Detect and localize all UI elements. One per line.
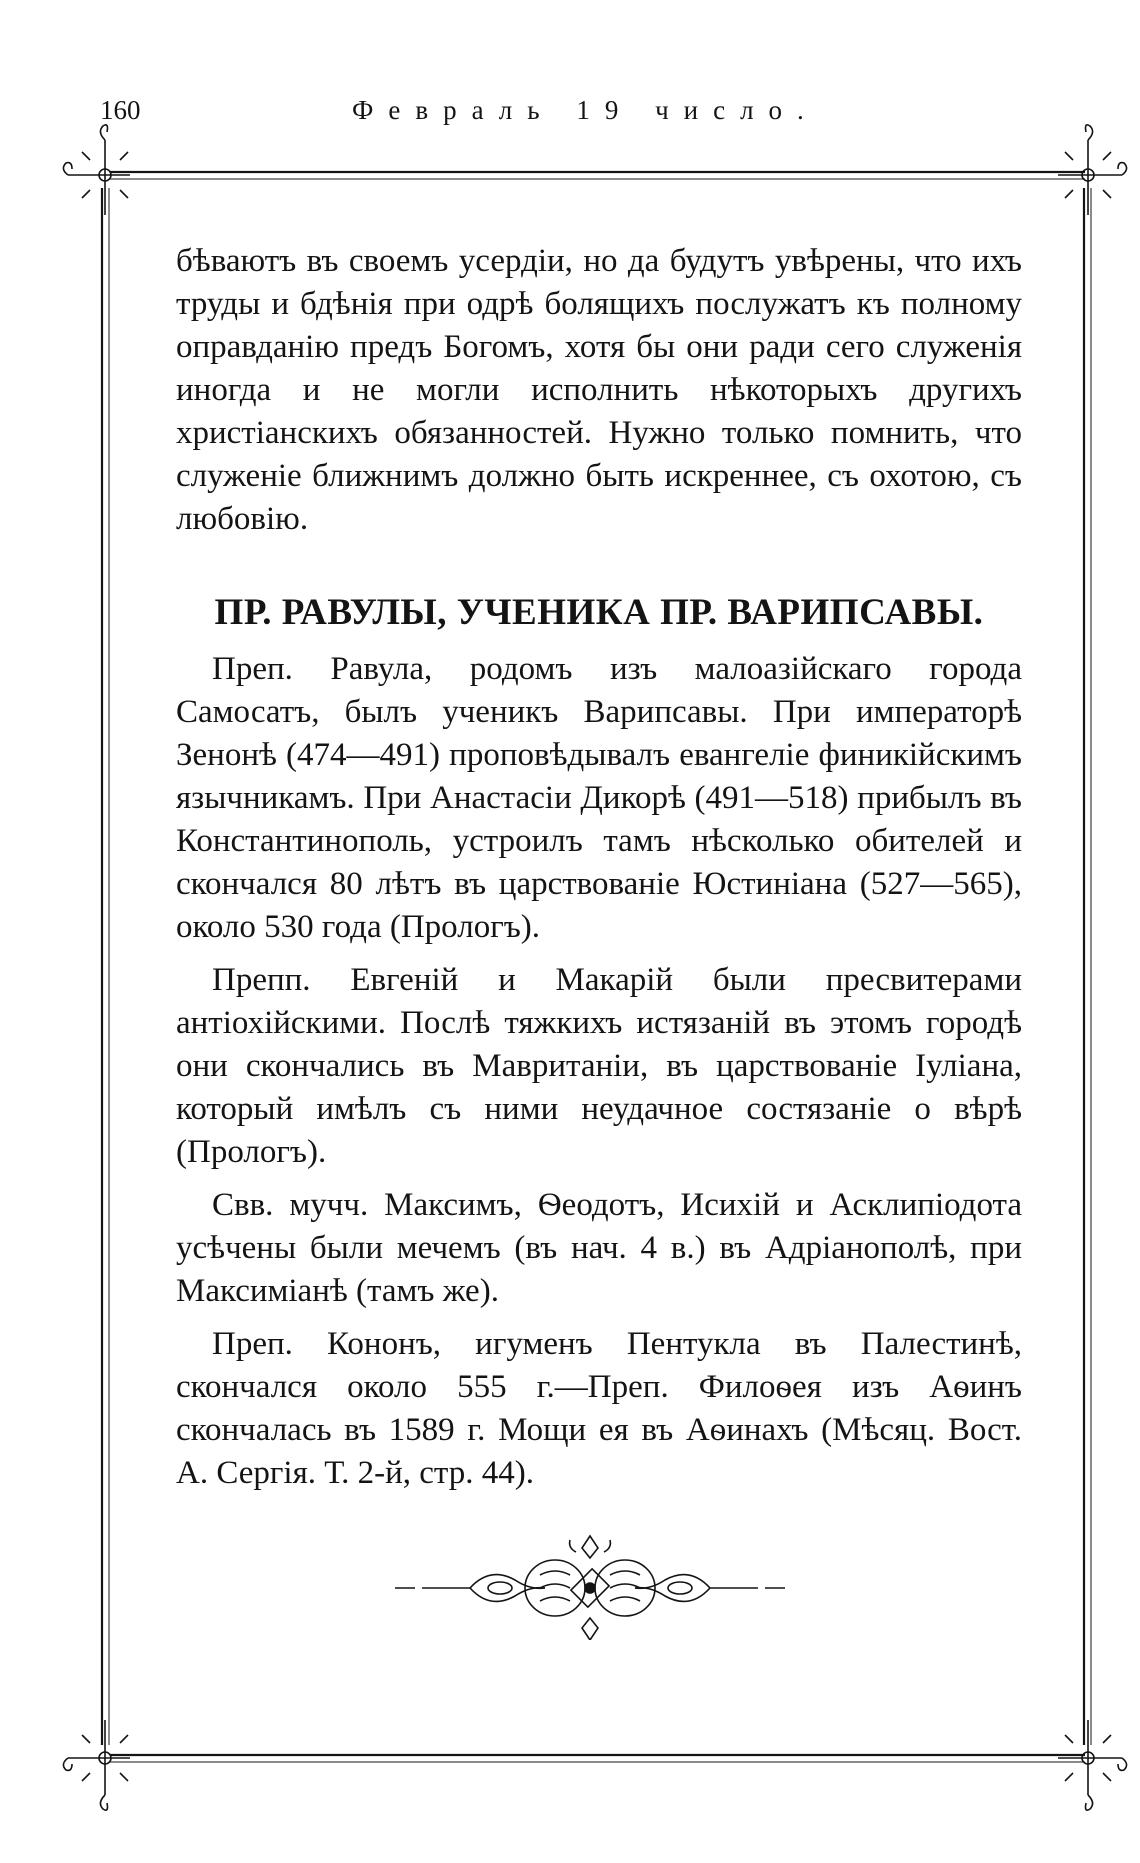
- fleuron-ornament: [390, 1530, 790, 1640]
- corner-ornament-bottom-right: [1058, 1720, 1127, 1810]
- paragraph-martyrs: Свв. мучч. Максимъ, Ѳеодотъ, Исихій и Асклипіодота усѣчены были мечемъ (въ нач. 4 в.) въ Адріанополѣ, при Максиміанѣ (тамъ же).: [176, 1187, 1022, 1309]
- main-text: [176, 240, 1022, 1505]
- corner-ornament-bottom-left: [63, 1720, 130, 1810]
- corner-ornament-top-left: [63, 125, 130, 215]
- paragraph-evgeniy-makariy: Препп. Евгеній и Макарій были пресвитерами антіохійскими. Послѣ тяжкихъ истязаній въ этомъ городѣ они скончались въ Мавританіи, въ царствованіе Іуліана, который имѣлъ съ ними неудачное состязаніе о вѣрѣ (Прологъ).: [176, 962, 1022, 1170]
- running-title: Февраль 19 число.: [352, 95, 819, 125]
- paragraph-continued: бѣваютъ въ своемъ усердіи, но да будутъ увѣрены, что ихъ труды и бдѣнія при одрѣ болящихъ послужатъ къ полному оправданію предъ Богомъ, хотя бы они ради сего служенія иногда и не могли исполнить нѣкоторыхъ другихъ христіанскихъ обязанностей. Нужно только помнить, что служеніе ближнимъ должно быть искреннее, съ охотою, съ любовію.: [176, 243, 1022, 537]
- page-number: 160: [100, 95, 141, 125]
- section-heading: ПР. РАВУЛЫ, УЧЕНИКА ПР. ВАРИПСАВЫ.: [214, 592, 984, 633]
- corner-ornament-top-right: [1058, 125, 1127, 215]
- paragraph-ravula: Преп. Равула, родомъ изъ малоазійскаго города Самосатъ, былъ ученикъ Варипсавы. При императорѣ Зенонѣ (474—491) проповѣдывалъ евангеліе финикійскимъ язычникамъ. При Анастасіи Дикорѣ (491—518) прибылъ въ Константинополь, устроилъ тамъ нѣсколько обителей и скончался 80 лѣтъ въ царствованіе Юстиніана (527—565), около 530 года (Прологъ).: [176, 651, 1022, 945]
- paragraph-konon-filofeya: Преп. Кононъ, игуменъ Пентукла въ Палестинѣ, скончался около 555 г.—Преп. Филоѳея изъ Аѳинъ скончалась въ 1589 г. Мощи ея въ Аѳинахъ (Мѣсяц. Вост. А. Сергія. Т. 2-й, стр. 44).: [176, 1326, 1022, 1491]
